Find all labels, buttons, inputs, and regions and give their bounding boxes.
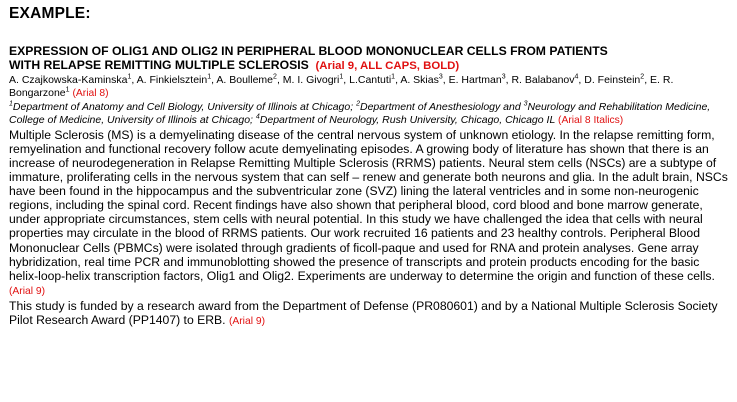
author-name: L.Cantuti xyxy=(349,74,392,87)
author-separator: , xyxy=(343,74,350,87)
affiliation-number: 3 xyxy=(523,100,528,108)
author-name: M. I. Givogri xyxy=(282,74,340,87)
abstract-paragraph-note: (Arial 9) xyxy=(9,285,46,297)
example-heading: EXAMPLE: xyxy=(9,5,91,22)
funding-note: (Arial 9) xyxy=(228,316,265,327)
author-separator: , xyxy=(211,74,217,87)
abstract-body xyxy=(9,128,728,329)
affiliation-text: Department of Neurology, Rush University, Chicago, Chicago IL xyxy=(259,114,559,127)
author-list xyxy=(9,74,728,100)
author-name: E. Hartman xyxy=(448,74,502,87)
author-affiliation-mark: 4 xyxy=(574,73,579,81)
author-affiliation-mark: 1 xyxy=(65,86,70,94)
author-separator: , xyxy=(395,74,401,87)
author-affiliation-mark: 3 xyxy=(438,73,443,81)
abstract-paragraph: Multiple Sclerosis (MS) is a demyelinating disease of the central nervous system of unknown etiology. In the relapse remitting form, remyelination and functional recovery follow acute demyelinating episodes. A growing body of literature has shown that there is an increase of neurodegeneration in Relapse Remitting Multiple Sclerosis (RRMS) patients. Neural stem cells (NSCs) are a subtype of immature, proliferating cells in the nervous system that can self – renew and generate both neurons and glia. In the adult brain, NSCs have been found in the hippocampus and the subventricular zone (SVZ) lining the lateral ventricles and in some non-neurogenic regions, including the spinal cord. Recent findings have also shown that peripheral blood, cord blood and bone marrow generate, under appropriate circumstances, stem cells with neural potential. In this study we have challenged the idea that cells with neural properties may circulate in the blood of RRMS patients. Our work recruited 16 patients and 23 healthy controls. Peripheral Blood Mononuclear Cells (PBMCs) were isolated through gradients of ficoll-paque and used for RNA and protein analyses. Gene array hybridization, real time PCR and immunoblotting showed the presence of transcripts and protein products encoding for the basic helix-loop-helix transcription factors, Olig1 and Olig2. Experiments are underway to determine the origin and function of these cells. xyxy=(9,127,728,283)
author-separator: , xyxy=(644,74,651,87)
author-separator: , xyxy=(276,74,283,87)
author-name: E. R. Bongarzone xyxy=(9,74,674,100)
affiliations-format-note: (Arial 8 Italics) xyxy=(558,115,624,127)
title-format-note: (Arial 9, ALL CAPS, BOLD) xyxy=(315,59,460,72)
author-separator: , xyxy=(505,74,512,87)
title-line-2-text: WITH RELAPSE REMITTING MULTIPLE SCLEROSIS xyxy=(9,57,309,72)
author-affiliation-mark: 2 xyxy=(273,73,277,81)
funding-statement: This study is funded by a research award from the Department of Defense (PR080601) and by a National Multiple Sclerosis Society Pilot Research Award (PP1407) to ERB. xyxy=(9,298,718,327)
author-affiliation-mark: 1 xyxy=(127,73,132,81)
author-name: A. Finkielsztein xyxy=(136,74,208,87)
author-name: D. Feinstein xyxy=(584,74,641,87)
author-affiliation-mark: 1 xyxy=(339,73,344,81)
author-separator: , xyxy=(442,74,449,87)
affiliation-text: Neurology and Rehabilitation Medicine, College of Medicine, University of Illinois at Chicago; xyxy=(9,101,711,127)
author-affiliation-mark: 1 xyxy=(207,73,212,81)
title-line-1: EXPRESSION OF OLIG1 AND OLIG2 IN PERIPHERAL BLOOD MONONUCLEAR CELLS FROM PATIENTS xyxy=(9,44,608,58)
affiliation-text: Department of Anatomy and Cell Biology, University of Illinois at Chicago; xyxy=(12,101,357,114)
authors-format-note: (Arial 8) xyxy=(72,88,109,100)
abstract-title xyxy=(9,45,728,73)
author-affiliation-mark: 3 xyxy=(501,73,506,81)
author-separator: , xyxy=(578,74,585,87)
author-name: A. Boulleme xyxy=(216,74,274,87)
author-affiliation-mark: 2 xyxy=(640,73,645,81)
author-name: R. Balabanov xyxy=(511,74,575,87)
affiliations xyxy=(9,101,728,128)
author-affiliation-mark: 1 xyxy=(391,73,396,81)
author-name: A. Skias xyxy=(400,74,439,87)
title-line-2 xyxy=(9,59,728,74)
affiliation-text: Department of Anesthesiology and xyxy=(359,101,524,114)
author-name: A. Czajkowska-Kaminska xyxy=(9,74,128,87)
affiliation-number: 4 xyxy=(255,113,260,121)
affiliation-number: 2 xyxy=(356,100,360,108)
author-separator: , xyxy=(131,74,137,87)
affiliation-number: 1 xyxy=(9,100,13,108)
